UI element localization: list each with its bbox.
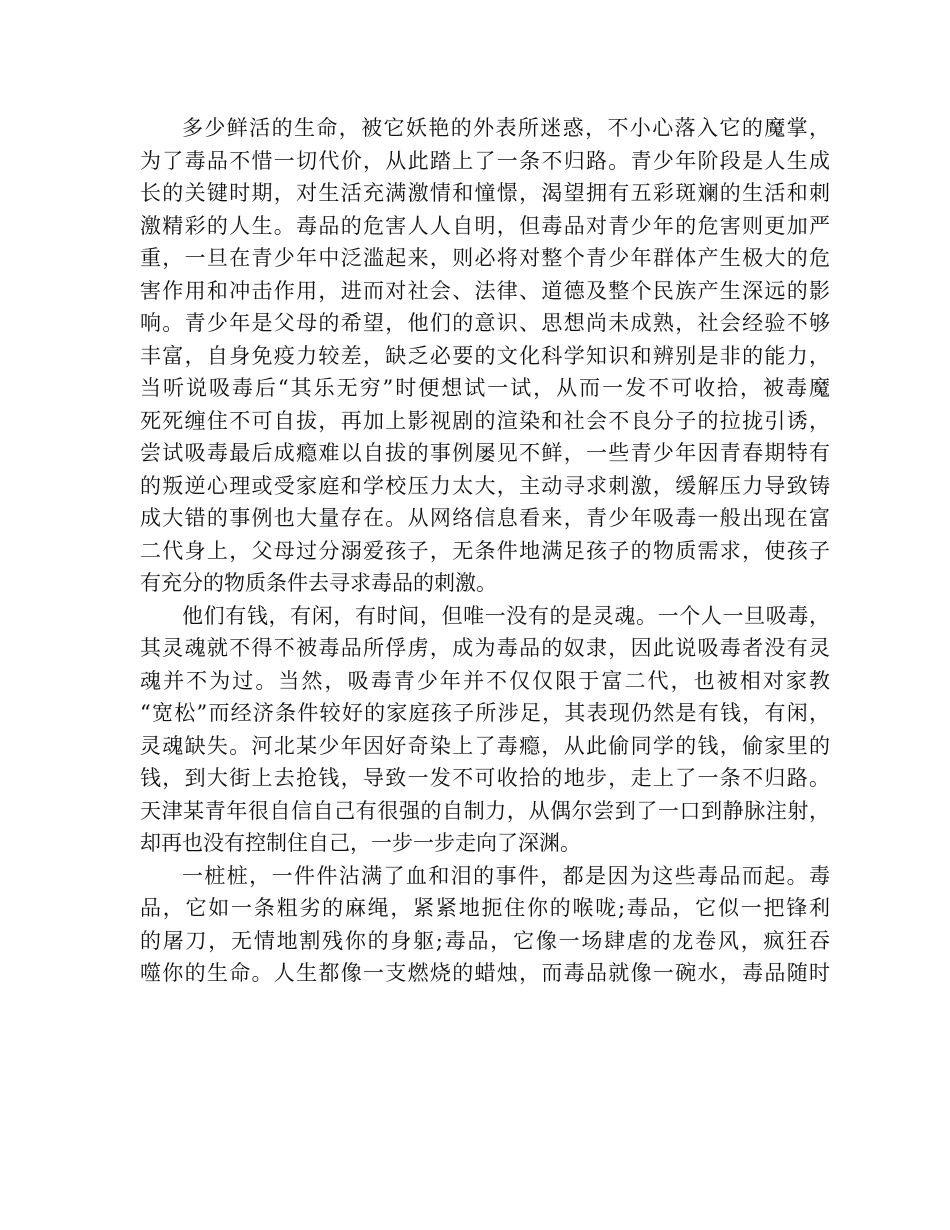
paragraph-line: 品，它如一条粗劣的麻绳，紧紧地扼住你的喉咙;毒品，它似一把锋利 [140, 896, 830, 920]
paragraph-line: 灵魂缺失。河北某少年因好奇染上了毒瘾，从此偷同学的钱，偷家里的 [140, 733, 830, 758]
paragraph-line: 长的关键时期，对生活充满激情和憧憬，渴望拥有五彩斑斓的生活和刺 [140, 181, 830, 205]
paragraph-3 [140, 860, 830, 990]
paragraph-line: 噬你的生命。人生都像一支燃烧的蜡烛，而毒品就像一碗水，毒品随时 [140, 961, 830, 985]
paragraph-line: 的屠刀，无情地割残你的身躯;毒品，它像一场肆虐的龙卷风，疯狂吞 [140, 928, 830, 953]
document-body [140, 112, 830, 990]
paragraph-line: 钱，到大街上去抢钱，导致一发不可收拾的地步，走上了一条不归路。 [140, 766, 830, 790]
paragraph-line: 的叛逆心理或受家庭和学校压力太大，主动寻求刺激，缓解压力导致铸 [140, 473, 830, 498]
paragraph-line: 激精彩的人生。毒品的危害人人自明，但毒品对青少年的危害则更加严 [140, 213, 830, 238]
paragraph-line: 为了毒品不惜一切代价，从此踏上了一条不归路。青少年阶段是人生成 [140, 148, 830, 173]
paragraph-line: 一桩桩，一件件沾满了血和泪的事件，都是因为这些毒品而起。毒 [182, 863, 830, 888]
paragraph-2 [140, 600, 830, 860]
paragraph-line: “宽松”而经济条件较好的家庭孩子所涉足，其表现仍然是有钱，有闲， [140, 701, 830, 725]
paragraph-line: 丰富，自身免疫力较差，缺乏必要的文化科学知识和辨别是非的能力， [140, 343, 830, 368]
paragraph-line: 却再也没有控制住自己，一步一步走向了深渊。 [140, 831, 581, 855]
paragraph-line: 多少鲜活的生命，被它妖艳的外表所迷惑，不小心落入它的魔掌， [182, 116, 830, 140]
paragraph-line: 他们有钱，有闲，有时间，但唯一没有的是灵魂。一个人一旦吸毒， [182, 603, 830, 628]
paragraph-line: 成大错的事例也大量存在。从网络信息看来，青少年吸毒一般出现在富 [140, 506, 830, 530]
paragraph-line: 二代身上，父母过分溺爱孩子，无条件地满足孩子的物质需求，使孩子 [140, 538, 830, 563]
paragraph-line: 其灵魂就不得不被毒品所俘虏，成为毒品的奴隶，因此说吸毒者没有灵 [140, 636, 830, 660]
paragraph-line: 害作用和冲击作用，进而对社会、法律、道德及整个民族产生深远的影 [140, 278, 830, 303]
paragraph-line: 当听说吸毒后“其乐无穷”时便想试一试，从而一发不可收拾，被毒魔 [140, 376, 830, 400]
paragraph-line: 魂并不为过。当然，吸毒青少年并不仅仅限于富二代，也被相对家教 [140, 668, 830, 693]
paragraph-line: 响。青少年是父母的希望，他们的意识、思想尚未成熟，社会经验不够 [140, 311, 830, 335]
paragraph-line: 重，一旦在青少年中泛滥起来，则必将对整个青少年群体产生极大的危 [140, 246, 830, 270]
paragraph-line: 天津某青年很自信自己有很强的自制力，从偶尔尝到了一口到静脉注射， [140, 798, 830, 823]
paragraph-line: 死死缠住不可自拔，再加上影视剧的渲染和社会不良分子的拉拢引诱， [140, 408, 830, 433]
paragraph-line: 尝试吸毒最后成瘾难以自拔的事例屡见不鲜，一些青少年因青春期特有 [140, 441, 830, 465]
paragraph-line: 有充分的物质条件去寻求毒品的刺激。 [140, 571, 497, 595]
paragraph-1 [140, 112, 830, 600]
